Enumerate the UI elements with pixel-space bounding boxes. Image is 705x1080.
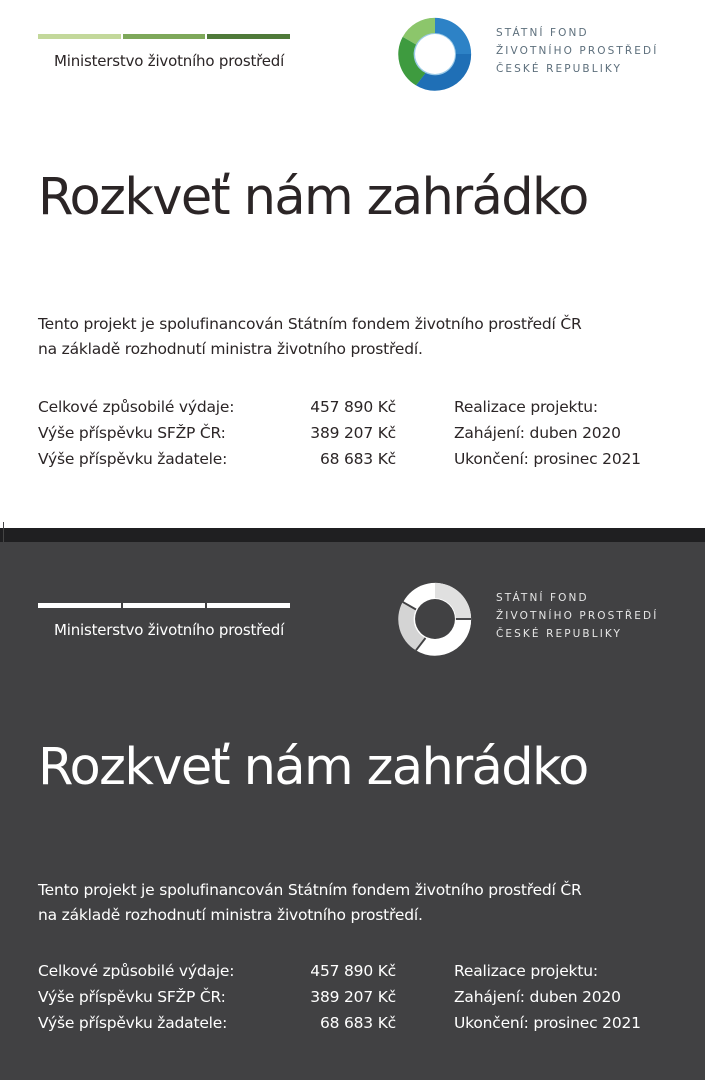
ministry-bar [207, 34, 290, 39]
fund-logo [397, 581, 658, 657]
panel-separator [0, 528, 705, 542]
fund-name-line: STÁTNÍ FOND [496, 27, 589, 39]
cost-value: 457 890 Kč [310, 962, 396, 980]
cost-label: Celkové způsobilé výdaje: [38, 962, 235, 980]
description-line: na základě rozhodnutí ministra životního prostředí. [38, 906, 423, 924]
timeline-line: Ukončení: prosinec 2021 [454, 450, 641, 468]
ministry-logo [38, 34, 290, 70]
fund-name-line: STÁTNÍ FOND [496, 592, 589, 604]
ministry-bar [38, 34, 121, 39]
ministry-bar [123, 603, 206, 608]
cost-value: 68 683 Kč [319, 1014, 396, 1032]
description-line: Tento projekt je spolufinancován Státním fondem životního prostředí ČR [38, 881, 582, 899]
timeline-line: Ukončení: prosinec 2021 [454, 1014, 641, 1032]
timeline-line: Realizace projektu: [454, 398, 598, 416]
fund-name-line: ČESKÉ REPUBLIKY [496, 63, 623, 75]
timeline-line: Realizace projektu: [454, 962, 598, 980]
ministry-bar [123, 34, 206, 39]
funding-description [38, 878, 582, 928]
cost-label: Výše příspěvku žadatele: [38, 450, 228, 468]
ministry-bar [38, 603, 121, 608]
monochrome-plaque [0, 542, 705, 1080]
fund-logo [397, 16, 658, 92]
cost-label: Výše příspěvku SFŽP ČR: [38, 988, 226, 1006]
sfzp-swirl-logo-icon [397, 581, 473, 657]
fund-name-line: ŽIVOTNÍHO PROSTŘEDÍ [496, 610, 659, 622]
ministry-color-bars [38, 603, 290, 608]
fund-name-line: ŽIVOTNÍHO PROSTŘEDÍ [496, 45, 659, 57]
cost-label: Výše příspěvku SFŽP ČR: [38, 424, 226, 442]
timeline-line: Zahájení: duben 2020 [454, 424, 621, 442]
color-plaque [0, 0, 705, 528]
fund-name-line: ČESKÉ REPUBLIKY [496, 628, 623, 640]
timeline-line: Zahájení: duben 2020 [454, 988, 621, 1006]
ministry-label: Ministerstvo životního prostředí [54, 52, 285, 70]
cost-value: 389 207 Kč [310, 988, 396, 1006]
cost-table [38, 394, 641, 472]
project-title: Rozkveť nám zahrádko [38, 738, 588, 797]
project-title: Rozkveť nám zahrádko [38, 168, 588, 227]
sfzp-swirl-logo-icon [397, 16, 473, 92]
funding-description [38, 312, 582, 362]
ministry-label: Ministerstvo životního prostředí [54, 621, 285, 639]
ministry-color-bars [38, 34, 290, 39]
ministry-logo [38, 603, 290, 639]
cost-label: Výše příspěvku žadatele: [38, 1014, 228, 1032]
cost-table [38, 958, 641, 1036]
cost-value: 389 207 Kč [310, 424, 396, 442]
ministry-bar [207, 603, 290, 608]
cost-label: Celkové způsobilé výdaje: [38, 398, 235, 416]
description-line: Tento projekt je spolufinancován Státním fondem životního prostředí ČR [38, 315, 582, 333]
cost-value: 68 683 Kč [319, 450, 396, 468]
description-line: na základě rozhodnutí ministra životního prostředí. [38, 340, 423, 358]
cost-value: 457 890 Kč [310, 398, 396, 416]
